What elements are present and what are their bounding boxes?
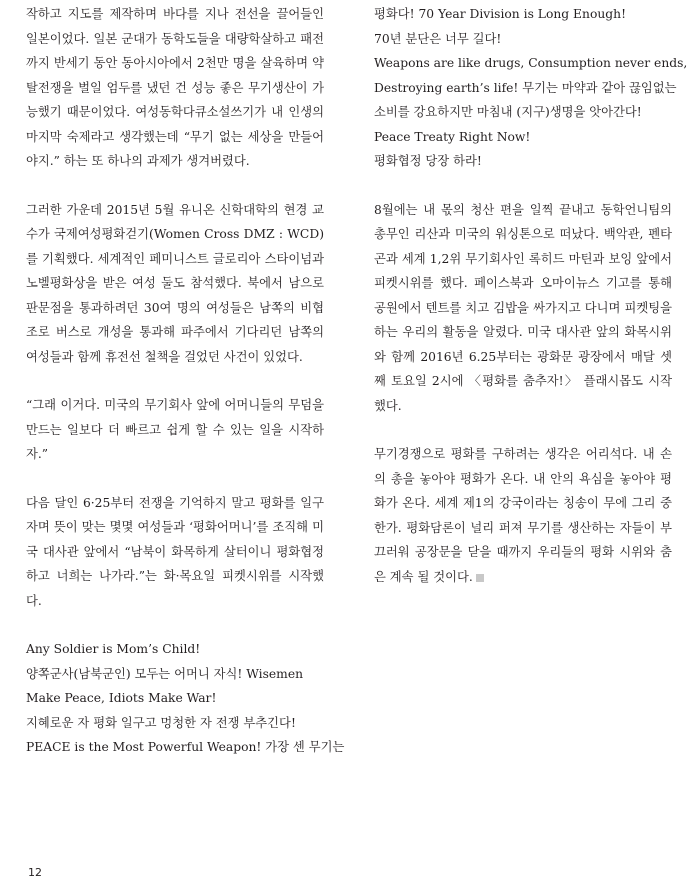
slogan-line: 양쪽군사(남북군인) 모두는 어머니 자식! Wisemen <box>26 666 304 681</box>
paragraph-washington: 8월에는 내 몫의 청산 편을 일찍 끝내고 동학언니팀의 총무인 리산과 미국의 워싱톤으로 떠났다. 백악관, 펜타곤과 세계 1,2위 무기회사인 록히드 마틴과 보잉 앞에서 피켓시위를 했다. 페이스북과 오마이뉴스 기고를 통해 공원에서 텐트를 치고 김밥을 싸가지고 다니며 피켓팅을 하는 우리의 활동을 알렸다. 미국 대사관 앞의 화목시위와 함께 2016년 6.25부터는 광화문 광장에서 매달 셋째 토요일 2시에 〈평화를 춤추자!〉 플래시몹도 시작했다. <box>374 202 672 413</box>
paragraph-peace-mothers: 다음 달인 6·25부터 전쟁을 기억하지 말고 평화를 일구자며 뜻이 맞는 몇몇 여성들과 ‘평화어머니’를 조직해 미국 대사관 앞에서 “남북이 화목하게 살터이니 평화협정하고 너희는 나가라.”는 화·목요일 피켓시위를 시작했다. <box>26 495 324 608</box>
slogan-list <box>26 637 345 760</box>
slogan-line: Make Peace, Idiots Make War! <box>26 691 217 705</box>
slogan-line: 지혜로운 자 평화 일구고 멍청한 자 전쟁 부추긴다! <box>26 715 296 730</box>
slogan-line: PEACE is the Most Powerful Weapon! 가장 센 무기는 <box>26 740 345 754</box>
paragraph-invention: 작하고 지도를 제작하며 바다를 지나 전선을 끌어들인 일본이었다. 일본 군대가 동학도들을 대량학살하고 패전까지 반세기 동안 동아시아에서 2천만 명을 살육하며 약탈전쟁을 벌일 엄두를 냈던 건 성능 좋은 무기생산이 가능했기 때문이었다. 여성동학다큐소설쓰기가 내 인생의 마지막 숙제라고 생각했는데 “무기 없는 세상을 만들어야지.” 하는 또 하나의 과제가 생겨버렸다. <box>26 7 324 168</box>
end-mark-icon <box>476 574 484 582</box>
paragraph-women-cross-dmz: 그러한 가운데 2015년 5월 유니온 신학대학의 현경 교수가 국제여성평화걷기(Women Cross DMZ : WCD)를 기획했다. 세계적인 페미니스트 글로리아 스타이넘과 노벨평화상을 받은 여성 둘도 참석했다. 북에서 남으로 판문점을 통과하려던 30여 명의 여성들은 남쪽의 비협조로 버스로 개성을 통과해 파주에서 기다리던 남쪽의 여성들과 함께 휴전선 철책을 걸었던 사건이 있었다. <box>26 202 324 364</box>
paragraph-conclusion <box>374 442 672 589</box>
slogan-line: 평화다! 70 Year Division is Long Enough! <box>374 7 627 21</box>
slogan-line: Any Soldier is Mom’s Child! <box>26 642 201 656</box>
page-number: 12 <box>28 866 42 879</box>
slogan-list <box>374 2 688 174</box>
paragraph-quote: “그래 이거다. 미국의 무기회사 앞에 어머니들의 무덤을 만드는 일보다 더 빠르고 쉽게 할 수 있는 일을 시작하자.” <box>26 398 324 461</box>
slogan-line: 소비를 강요하지만 마침내 (지구)생명을 앗아간다! <box>374 105 642 119</box>
right-column <box>374 2 688 589</box>
slogan-line: Destroying earth’s life! 무기는 마약과 같아 끊임없는 <box>374 80 677 95</box>
slogan-line: Peace Treaty Right Now! <box>374 129 531 144</box>
slogan-line: 평화협정 당장 하라! <box>374 154 482 168</box>
slogan-line: 70년 분단은 너무 길다! <box>374 31 502 46</box>
slogan-line: Weapons are like drugs, Consumption never ends, <box>374 56 688 70</box>
paragraph-conclusion-text: 무기경쟁으로 평화를 구하려는 생각은 어리석다. 내 손의 총을 놓아야 평화가 온다. 내 안의 욕심을 놓아야 평화가 온다. 세계 제1의 강국이라는 칭송이 무에 그리 중한가. 평화담론이 널리 퍼져 무기를 생산하는 자들이 부끄러워 공장문을 닫을 때까지 우리들의 평화 시위와 춤은 계속 될 것이다. <box>374 447 672 584</box>
left-column <box>26 2 345 760</box>
